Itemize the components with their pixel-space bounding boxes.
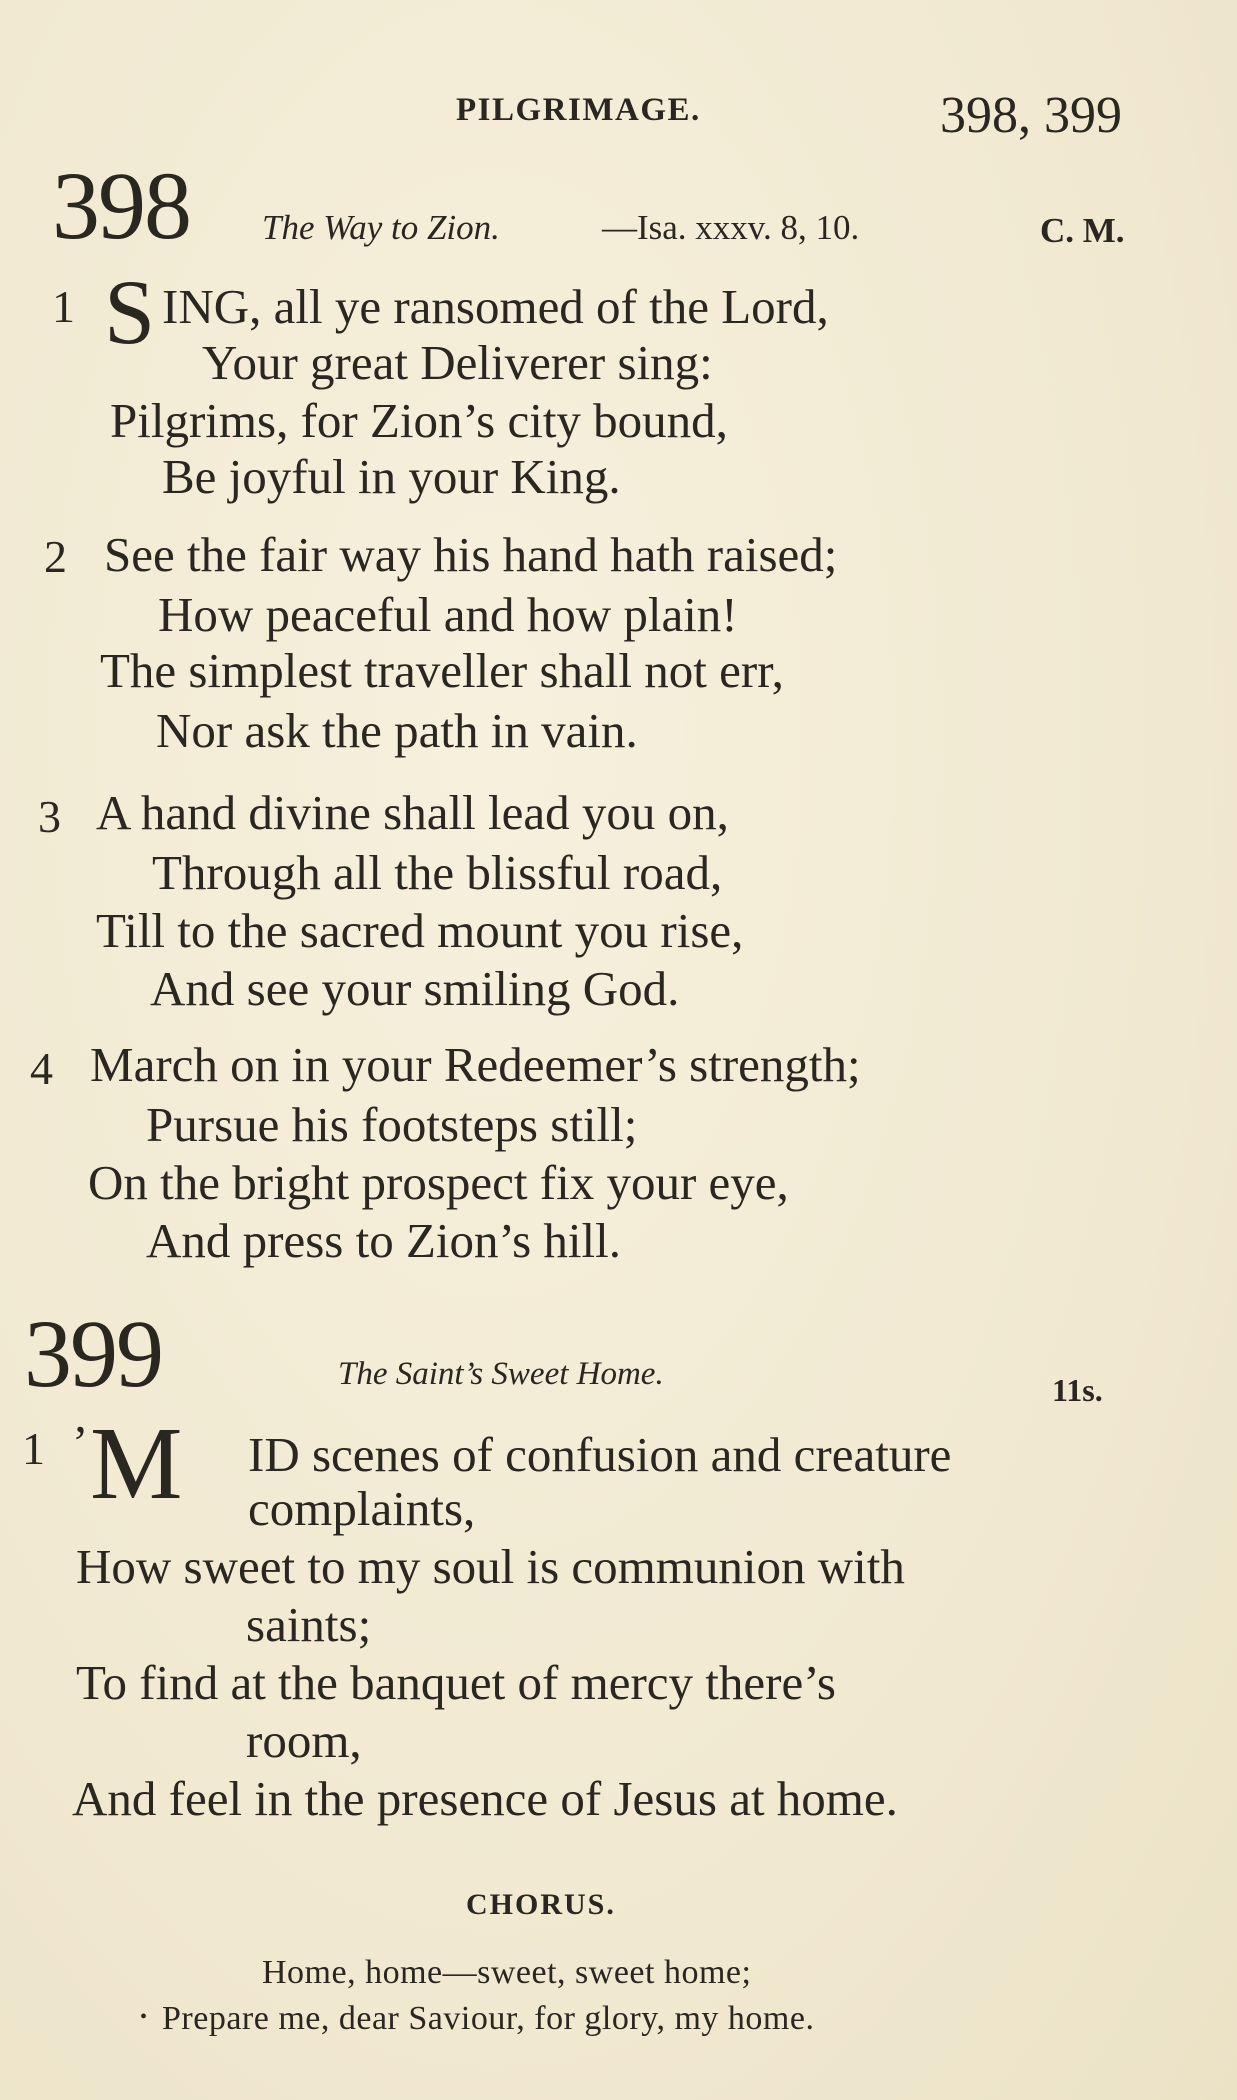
- verse-line: Pilgrims, for Zion’s city bound,: [110, 393, 728, 448]
- chorus-line: Home, home—sweet, sweet home;: [262, 1954, 752, 1991]
- hymn-title: The Saint’s Sweet Home.: [338, 1356, 664, 1392]
- verse-line: Till to the sacred mount you rise,: [96, 903, 744, 958]
- verse-number: 1: [52, 281, 75, 332]
- hymn-meter: C. M.: [1040, 211, 1125, 250]
- verse-number: 2: [44, 531, 67, 582]
- verse-line: On the bright prospect fix your eye,: [88, 1155, 789, 1210]
- verse-line: Nor ask the path in vain.: [156, 703, 638, 758]
- verse-line: The simplest traveller shall not err,: [100, 643, 784, 698]
- margin-mark: •: [140, 2006, 148, 2028]
- verse-line: Be joyful in your King.: [162, 449, 621, 504]
- verse-line: And see your smiling God.: [150, 961, 680, 1016]
- drop-cap: S: [104, 261, 156, 363]
- verse-line: See the fair way his hand hath raised;: [104, 527, 838, 582]
- chorus-heading: CHORUS.: [466, 1888, 616, 1921]
- apostrophe: ’: [72, 1415, 89, 1470]
- scripture-reference: —Isa. xxxv. 8, 10.: [602, 208, 860, 247]
- verse-line-continuation: saints;: [246, 1597, 372, 1652]
- verse-line: ING, all ye ransomed of the Lord,: [162, 279, 829, 334]
- verse-line: Your great Deliverer sing:: [202, 335, 713, 390]
- verse-line: How sweet to my soul is communion with: [76, 1539, 905, 1594]
- verse-line: ID scenes of confusion and creature: [248, 1427, 952, 1482]
- page-numbers: 398, 399: [940, 87, 1122, 144]
- verse-line: How peaceful and how plain!: [158, 587, 738, 642]
- verse-number: 4: [30, 1043, 53, 1094]
- verse-line: Through all the blissful road,: [152, 845, 723, 900]
- verse-line-continuation: complaints,: [248, 1481, 476, 1536]
- verse-line: And feel in the presence of Jesus at home.: [72, 1771, 898, 1826]
- hymn-number: 399: [24, 1300, 162, 1407]
- drop-cap: M: [90, 1406, 183, 1521]
- verse-number: 3: [38, 791, 61, 842]
- verse-number: 1: [22, 1423, 45, 1474]
- running-title: PILGRIMAGE.: [456, 92, 701, 128]
- verse-line: March on in your Redeemer’s strength;: [90, 1037, 861, 1092]
- verse-line: Pursue his footsteps still;: [146, 1097, 638, 1152]
- verse-line: A hand divine shall lead you on,: [96, 785, 729, 840]
- hymn-title: The Way to Zion.: [262, 208, 500, 247]
- hymn-number: 398: [52, 152, 190, 259]
- verse-line: And press to Zion’s hill.: [146, 1213, 622, 1268]
- chorus-line: Prepare me, dear Saviour, for glory, my home.: [162, 2000, 815, 2037]
- verse-line-continuation: room,: [246, 1713, 362, 1768]
- verse-line: To find at the banquet of mercy there’s: [76, 1655, 836, 1710]
- hymn-meter: 11s.: [1052, 1372, 1103, 1408]
